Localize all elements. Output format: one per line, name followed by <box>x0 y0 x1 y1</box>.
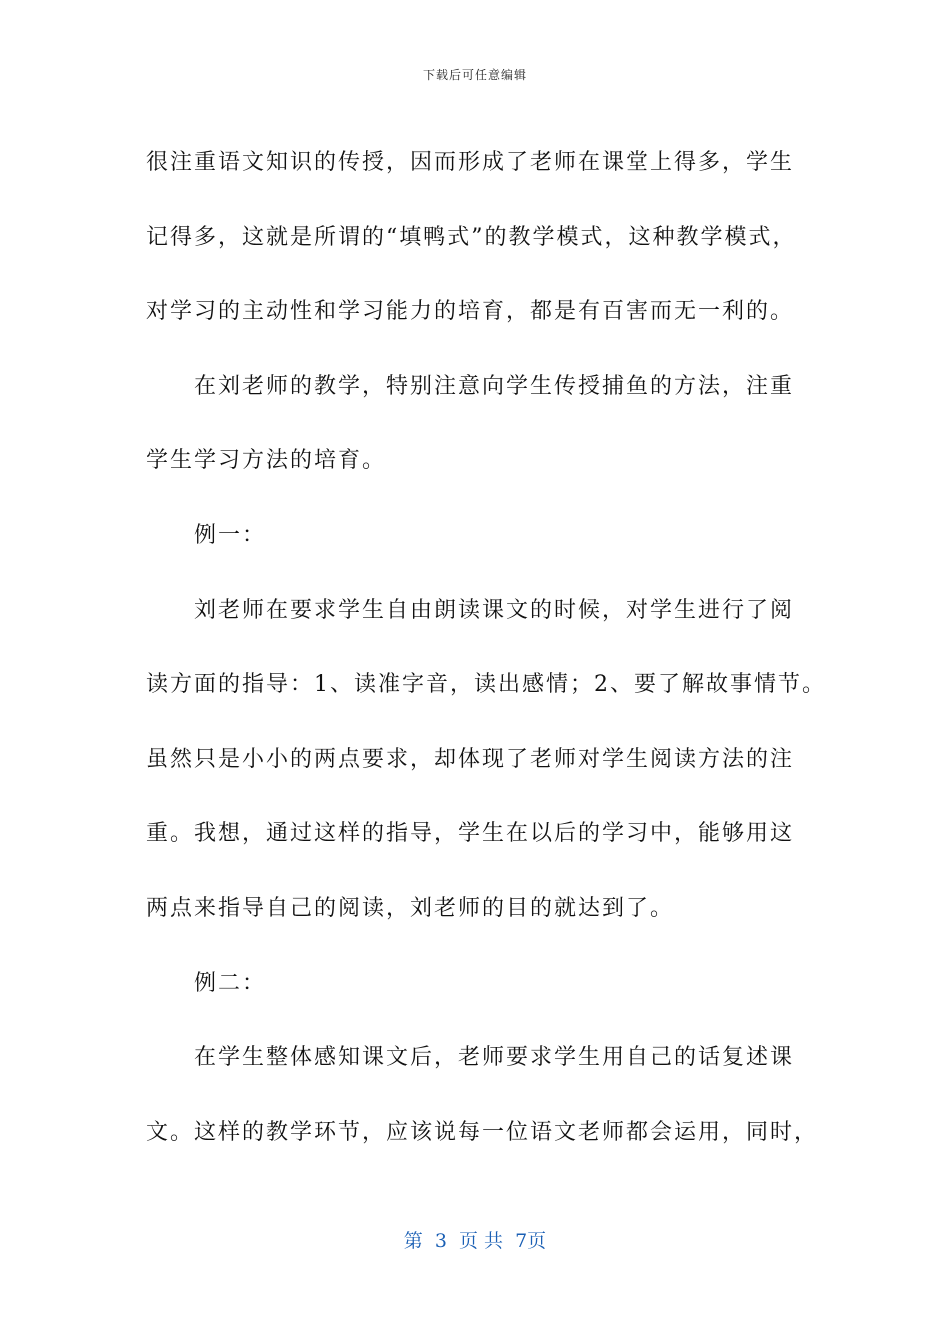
page-header: 下载后可任意编辑 <box>422 68 527 82</box>
paragraph-line: 对学习的主动性和学习能力的培育，都是有百害而无一利的。 <box>146 299 795 325</box>
current-page-number: 3 <box>434 1230 447 1252</box>
paragraph-line: 文。这样的教学环节，应该说每一位语文老师都会运用，同时， <box>146 1119 819 1145</box>
example-heading: 例一： <box>194 522 267 548</box>
footer-prefix: 第 <box>403 1230 423 1252</box>
example-heading: 例二： <box>194 970 267 996</box>
paragraph-line: 在学生整体感知课文后，老师要求学生用自己的话复述课 <box>194 1045 795 1071</box>
paragraph-line: 重。我想，通过这样的指导，学生在以后的学习中，能够用这 <box>146 821 795 847</box>
paragraph-line: 刘老师在要求学生自由朗读课文的时候，对学生进行了阅 <box>194 597 795 623</box>
paragraph-line: 两点来指导自己的阅读，刘老师的目的就达到了。 <box>146 895 675 921</box>
paragraph-line: 学生学习方法的培育。 <box>146 448 387 474</box>
total-pages: 7页 <box>515 1230 547 1252</box>
page-number-footer <box>0 1226 950 1253</box>
paragraph-line: 记得多，这就是所谓的“填鸭式”的教学模式，这种教学模式， <box>146 224 797 250</box>
document-body <box>146 126 826 1170</box>
paragraph-line: 读方面的指导：1、读准字音，读出感情；2、要了解故事情节。 <box>146 672 826 698</box>
paragraph-line: 在刘老师的教学，特别注意向学生传授捕鱼的方法，注重 <box>194 373 795 399</box>
paragraph-line: 很注重语文知识的传授，因而形成了老师在课堂上得多，学生 <box>146 150 795 175</box>
paragraph-line: 虽然只是小小的两点要求，却体现了老师对学生阅读方法的注 <box>146 746 795 772</box>
footer-middle: 页 共 <box>459 1230 504 1252</box>
